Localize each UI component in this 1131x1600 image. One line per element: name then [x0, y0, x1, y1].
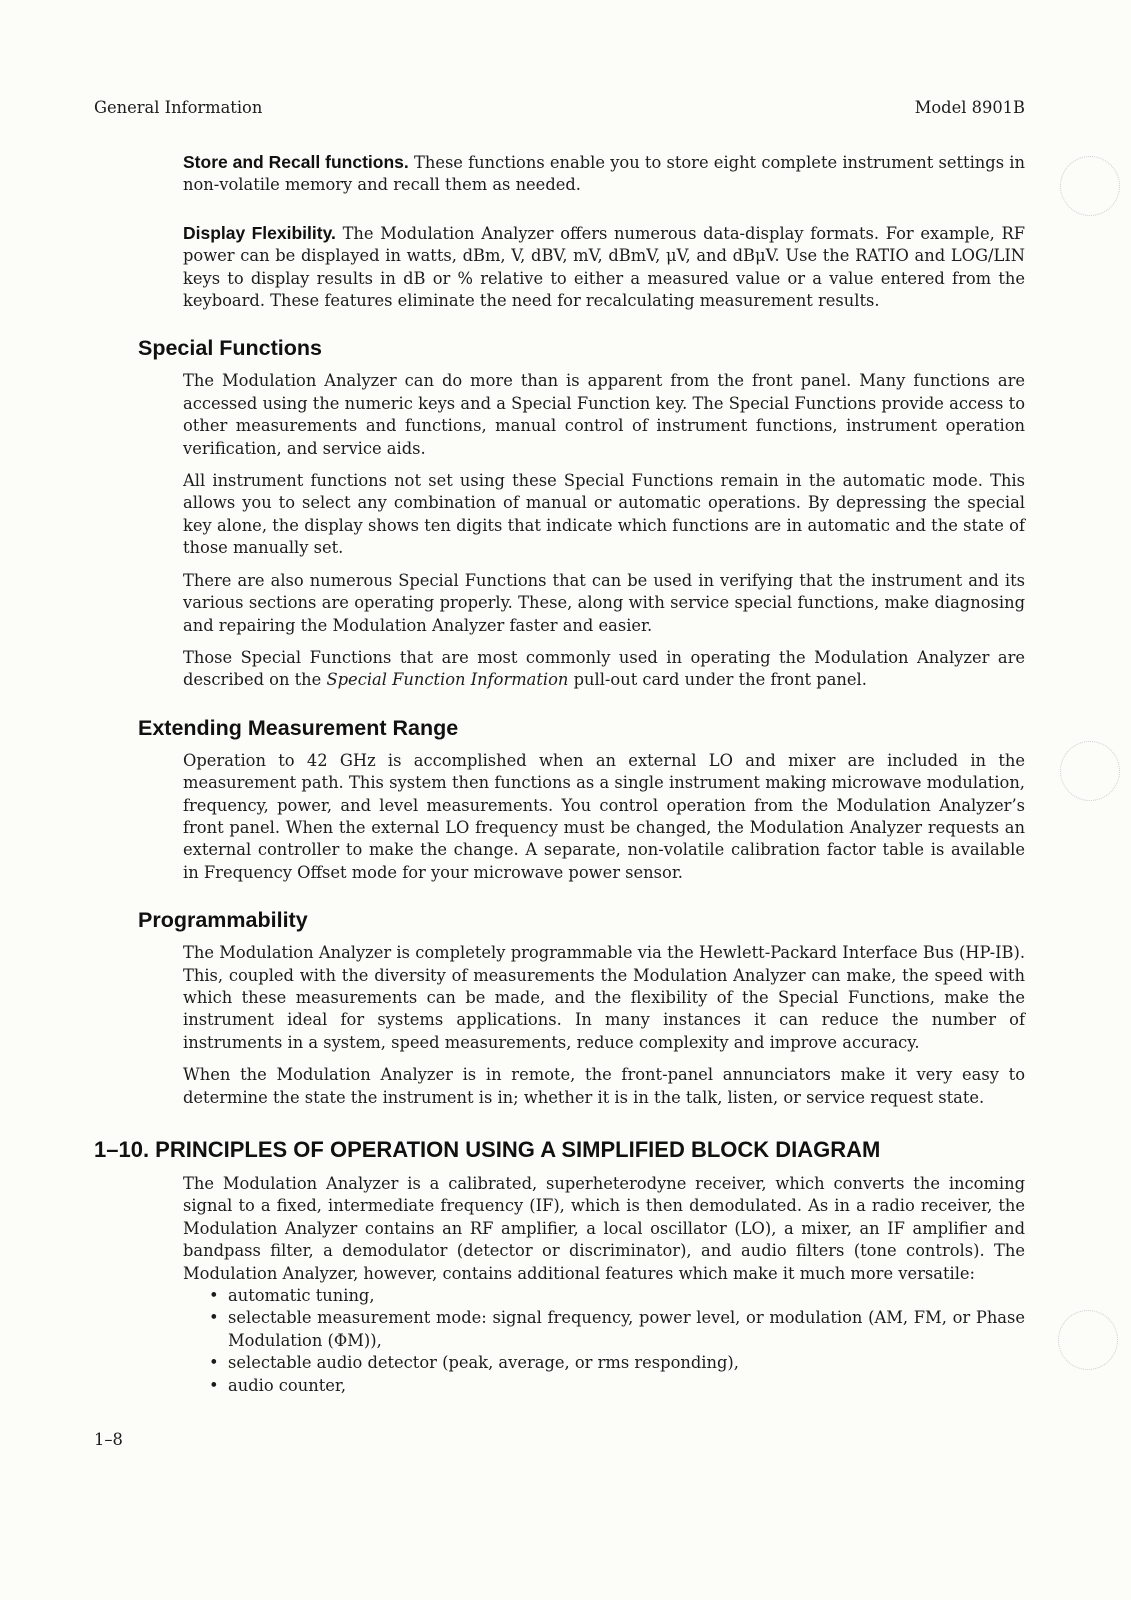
- page-body: [0, 151, 1131, 1397]
- header-model-number: Model 8901B: [914, 98, 1025, 117]
- bullet-list: [183, 1285, 1025, 1397]
- punch-hole: [1058, 1310, 1118, 1370]
- feature-text: The Modulation Analyzer offers numerous data-display formats. For example, RF power can be displayed in watts, dBm, V, dBV, mV, dBmV, μV, and dBμV. Use the RATIO and LOG/LIN keys to display results in dB or % relative to either a measured value or a value entered from the keyboard. These features eliminate the need for recalculating measurement results.: [183, 223, 1025, 311]
- list-item: • audio counter,: [183, 1375, 1025, 1397]
- paragraph: All instrument functions not set using these Special Functions remain in the automatic mode. This allows you to select any combination of manual or automatic operations. By depressing the special key alone, the display shows ten digits that indicate which functions are in automatic and the state of those manually set.: [183, 471, 1025, 558]
- heading-special-functions: Special Functions: [138, 336, 322, 361]
- feature-display-flexibility: [183, 222, 1025, 313]
- feature-text: These functions enable you to store eight complete instrument settings in non-volatile memory and recall them as needed.: [183, 153, 1025, 195]
- paragraph: When the Modulation Analyzer is in remote, the front-panel annunciators make it very easy to determine the state the instrument is in; whether it is in the talk, listen, or service request state.: [183, 1065, 1025, 1107]
- feature-label: Display Flexibility.: [183, 222, 336, 243]
- paragraph: Operation to 42 GHz is accomplished when an external LO and mixer are included in the measurement path. This system then functions as a single instrument making microwave modulation, frequency, power, and level measurements. You control operation from the Modulation Analyzer’s front panel. When the external LO frequency must be changed, the Modulation Analyzer requests an external controller to make the change. A separate, non-volatile calibration factor table is available in Frequency Offset mode for your microwave power sensor.: [183, 750, 1025, 882]
- list-item: • selectable audio detector (peak, average, or rms responding),: [183, 1352, 1025, 1374]
- paragraph: [183, 647, 1025, 692]
- header-section-title: General Information: [94, 98, 263, 117]
- heading-extending-measurement-range: Extending Measurement Range: [138, 715, 459, 740]
- running-header: [94, 97, 1025, 119]
- card-title-italic: Special Function Information: [326, 670, 569, 690]
- paragraph: The Modulation Analyzer can do more than is apparent from the front panel. Many functions are accessed using the numeric keys and a Special Function key. The Special Functions provide access to other measurements and functions, manual control of instrument functions, instrument operation verification, and service aids.: [183, 371, 1025, 458]
- punch-hole: [1060, 741, 1120, 801]
- heading-programmability: Programmability: [138, 908, 308, 933]
- list-item: • selectable measurement mode: signal frequency, power level, or modulation (AM, FM, or Phase Modulation (ΦM)),: [183, 1307, 1025, 1352]
- list-item: • automatic tuning,: [183, 1285, 1025, 1307]
- section-heading-principles: 1–10. PRINCIPLES OF OPERATION USING A SIMPLIFIED BLOCK DIAGRAM: [94, 1137, 881, 1162]
- paragraph: The Modulation Analyzer is completely programmable via the Hewlett-Packard Interface Bus (HP-IB). This, coupled with the diversity of measurements the Modulation Analyzer can make, the speed with which these measurements can be made, and the flexibility of the Special Functions, make the instrument ideal for systems applications. In many instances it can reduce the number of instruments in a system, speed measurements, reduce complexity and improve accuracy.: [183, 943, 1025, 1052]
- feature-label: Store and Recall functions.: [183, 152, 409, 172]
- feature-store-recall: [183, 151, 1025, 197]
- paragraph: There are also numerous Special Functions that can be used in verifying that the instrument and its various sections are operating properly. These, along with service special functions, make diagnosing and repairing the Modulation Analyzer faster and easier.: [183, 570, 1025, 635]
- page-number: 1–8: [94, 1430, 123, 1449]
- paragraph: The Modulation Analyzer is a calibrated, superheterodyne receiver, which converts the incoming signal to a fixed, intermediate frequency (IF), which is then demodulated. As in a radio receiver, the Modulation Analyzer contains an RF amplifier, a local oscillator (LO), a mixer, an IF amplifier and bandpass filter, a demodulator (detector or discriminator), and audio filters (tone controls). The Modulation Analyzer, however, contains additional features which make it much more versatile:: [183, 1174, 1025, 1283]
- punch-hole: [1060, 156, 1120, 216]
- paragraph-text: pull-out card under the front panel.: [568, 670, 867, 690]
- paragraph-text: Those Special Functions that are most commonly used in operating the Modulation Analyzer are described on the: [183, 647, 1025, 690]
